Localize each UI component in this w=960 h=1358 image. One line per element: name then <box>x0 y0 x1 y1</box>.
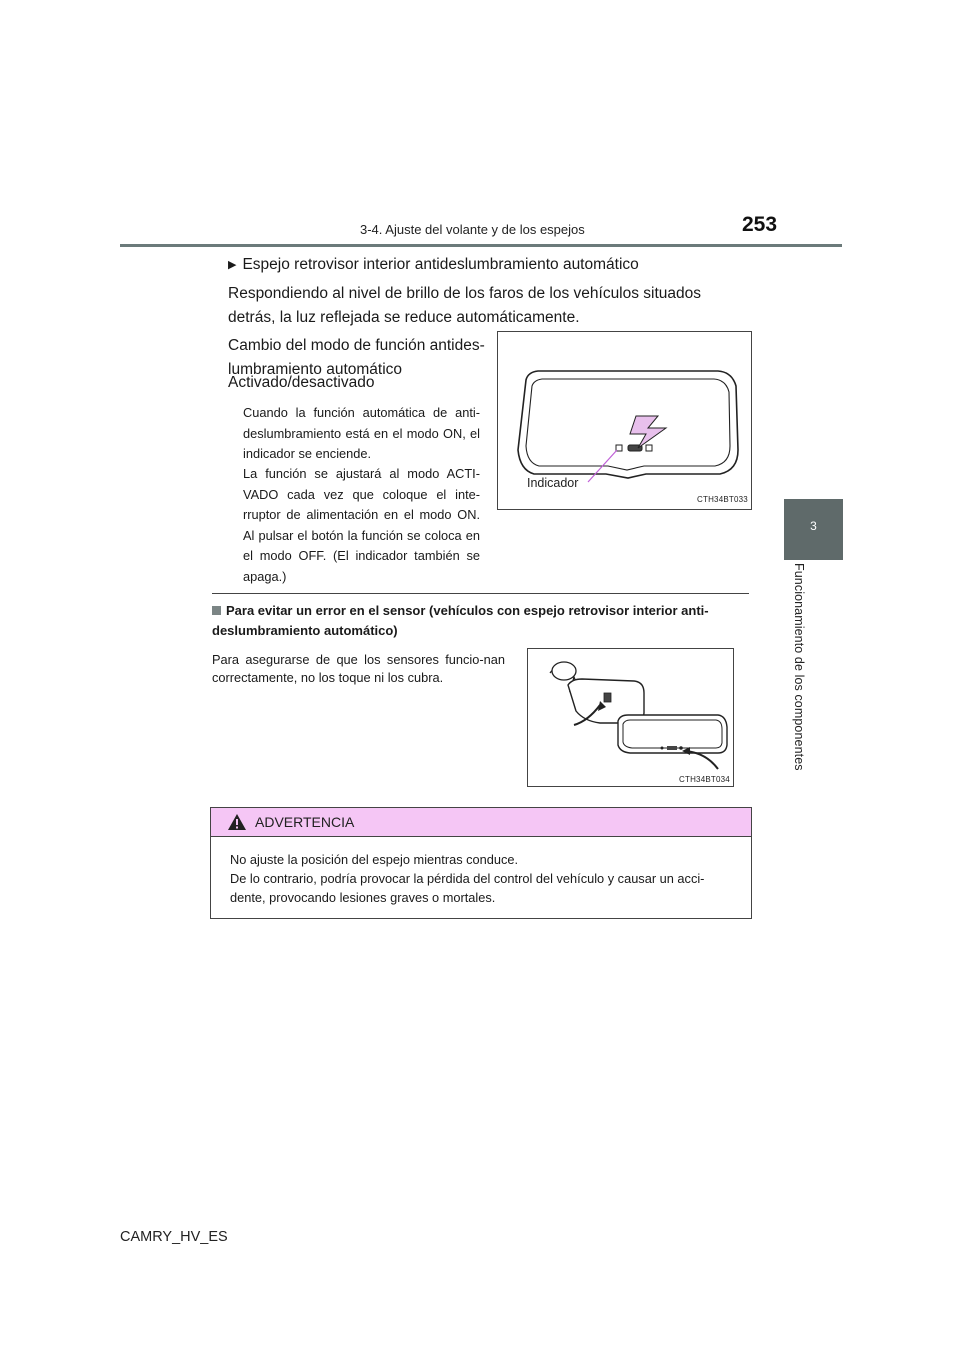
mode-title: Cambio del modo de función antides-lumbramiento automático <box>228 337 485 378</box>
footer-model: CAMRY_HV_ES <box>120 1229 228 1245</box>
section-divider <box>212 593 749 594</box>
note-text: Para asegurarse de que los sensores funcio-nan correctamente, no los toque ni los cubra. <box>212 652 505 685</box>
note-heading <box>212 601 750 641</box>
mode-description: La función se ajustará al modo ACTI-VADO cada vez que coloque el inte-rruptor de alimentación en el modo ON. Al pulsar el botón la función se coloca en el modo OFF. (El indicador también se apaga.) <box>243 466 480 584</box>
warning-box <box>210 807 752 919</box>
warning-title: ADVERTENCIA <box>255 814 355 830</box>
warning-line-2: De lo contrario, podría provocar la pérdida del control del vehículo y causar un acci-dente, provocando lesiones graves o mortales. <box>230 871 705 905</box>
chapter-tab-divider <box>784 557 843 560</box>
figure-code: CTH34BT033 <box>697 495 748 504</box>
bullet-heading <box>228 256 639 274</box>
square-bullet-icon <box>212 606 221 615</box>
indicator-description: Cuando la función automática de anti-deslumbramiento está en el modo ON, el indicador se enciende. <box>243 405 480 461</box>
mirror-sensor-illustration <box>528 649 733 786</box>
warning-header <box>211 808 751 837</box>
warning-body <box>230 850 740 907</box>
mirror-figure <box>497 331 752 510</box>
chapter-number: 3 <box>810 519 817 533</box>
note-heading-text: Para evitar un error en el sensor (vehículos con espejo retrovisor interior anti-deslumbramiento automático) <box>212 603 709 638</box>
header-section-title: 3-4. Ajuste del volante y de los espejos <box>360 222 585 237</box>
bullet-heading-text: Espejo retrovisor interior antideslumbramiento automático <box>242 256 639 273</box>
mode-subtitle: Activado/desactivado <box>228 374 375 391</box>
triangle-bullet-icon: ▶ <box>228 259 237 271</box>
warning-line-1: No ajuste la posición del espejo mientras conduce. <box>230 852 519 867</box>
intro-paragraph: Respondiendo al nivel de brillo de los faros de los vehículos situados detrás, la luz reflejada se reduce automáticamente. <box>228 285 702 326</box>
chapter-label: Funcionamiento de los componentes <box>792 563 806 771</box>
warning-triangle-icon <box>227 813 247 831</box>
indicator-label: Indicador <box>527 476 579 490</box>
sensor-figure <box>527 648 734 787</box>
figure-code: CTH34BT034 <box>679 775 730 784</box>
header-divider <box>120 244 842 247</box>
page-number: 253 <box>742 213 778 236</box>
